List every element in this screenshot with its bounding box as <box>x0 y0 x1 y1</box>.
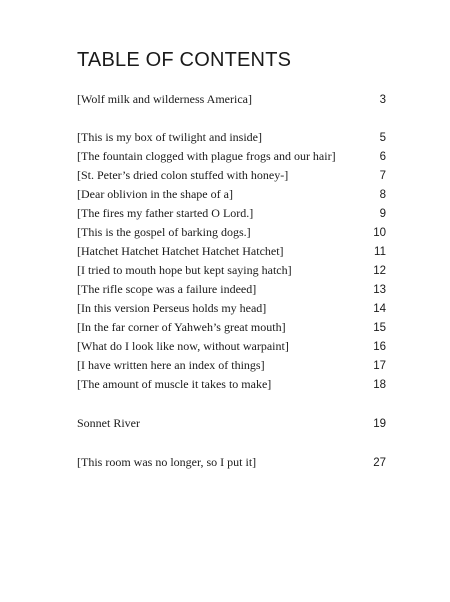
toc-entry-title: [In the far corner of Yahweh’s great mouth] <box>77 320 286 334</box>
toc-entry-title: [This is my box of twilight and inside] <box>77 130 262 144</box>
page-title: TABLE OF CONTENTS <box>77 49 292 72</box>
toc-entry-page-number: 18 <box>373 379 386 391</box>
toc-entry-title: [The fires my father started O Lord.] <box>77 206 254 220</box>
toc-entry-title: Sonnet River <box>77 416 140 430</box>
toc-entry-page-number: 10 <box>373 227 386 239</box>
toc-entry-title: [This room was no longer, so I put it] <box>77 455 257 469</box>
toc-entry-page-number: 7 <box>379 170 386 182</box>
toc-entry-page-number: 12 <box>373 265 386 277</box>
toc-entry-page-number: 16 <box>373 341 386 353</box>
toc-entry[interactable] <box>77 168 386 187</box>
toc-entry[interactable] <box>77 244 386 263</box>
toc-entry-title: [What do I look like now, without warpaint] <box>77 339 289 353</box>
toc-entry-page-number: 5 <box>379 132 386 144</box>
toc-entry[interactable] <box>77 149 386 168</box>
toc-entry-title: [St. Peter’s dried colon stuffed with honey-] <box>77 168 289 182</box>
toc-entry-page-number: 8 <box>379 189 386 201</box>
toc-entry-page-number: 14 <box>373 303 386 315</box>
toc-entry-title: [The rifle scope was a failure indeed] <box>77 282 257 296</box>
toc-entry-title: [I have written here an index of things] <box>77 358 265 372</box>
toc-entry[interactable] <box>77 339 386 358</box>
toc-entry-page-number: 3 <box>379 94 386 106</box>
toc-entry[interactable] <box>77 377 386 396</box>
toc-entry-page-number: 27 <box>373 457 386 469</box>
toc-entry[interactable] <box>77 206 386 225</box>
toc-entry-title: [I tried to mouth hope but kept saying hatch] <box>77 263 292 277</box>
toc-entry-page-number: 17 <box>373 360 386 372</box>
toc-entry[interactable] <box>77 225 386 244</box>
toc-entry[interactable] <box>77 320 386 339</box>
toc-entry-page-number: 13 <box>373 284 386 296</box>
toc-entry[interactable] <box>77 358 386 377</box>
toc-entry-page-number: 11 <box>374 246 386 258</box>
toc-entry-title: [This is the gospel of barking dogs.] <box>77 225 251 239</box>
toc-entry-title: [The fountain clogged with plague frogs and our hair] <box>77 149 336 163</box>
toc-entry-title: [Hatchet Hatchet Hatchet Hatchet Hatchet] <box>77 244 284 258</box>
toc-entry-page-number: 15 <box>373 322 386 334</box>
toc-entry-page-number: 6 <box>379 151 386 163</box>
toc-entry[interactable] <box>77 416 386 435</box>
toc-entry-page-number: 9 <box>379 208 386 220</box>
toc-entry-page-number: 19 <box>373 418 386 430</box>
toc-entry[interactable] <box>77 263 386 282</box>
toc-entry-title: [Wolf milk and wilderness America] <box>77 92 252 106</box>
toc-entry-title: [Dear oblivion in the shape of a] <box>77 187 233 201</box>
toc-entry[interactable] <box>77 455 386 474</box>
toc-entry[interactable] <box>77 282 386 301</box>
toc-entry[interactable] <box>77 187 386 206</box>
toc-entry-title: [In this version Perseus holds my head] <box>77 301 267 315</box>
toc-entry[interactable] <box>77 130 386 149</box>
toc-entry[interactable] <box>77 92 386 111</box>
toc-entry-title: [The amount of muscle it takes to make] <box>77 377 272 391</box>
toc-entry[interactable] <box>77 301 386 320</box>
